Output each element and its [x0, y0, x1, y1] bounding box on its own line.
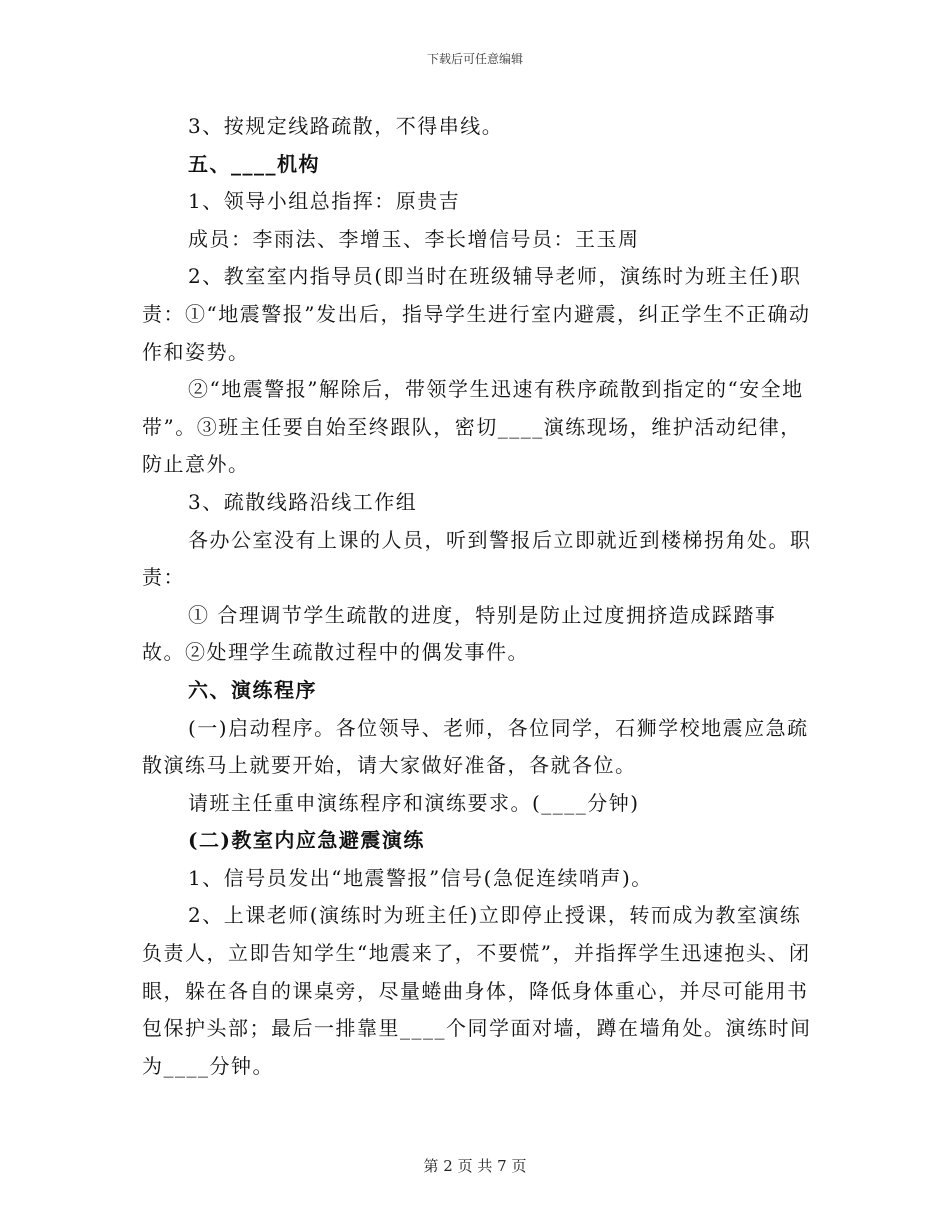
section-heading-organization: 五、____机构	[188, 151, 320, 176]
paragraph-start-procedure: (一)启动程序。各位领导、老师，各位同学，石狮学校地震应急疏散演练马上就要开始，请大家做好准备，各就各位。	[142, 715, 809, 778]
paragraph-restate-requirements: 请班主任重申演练程序和演练要求。(____分钟)	[188, 790, 640, 815]
section-heading-procedure: 六、演练程序	[188, 677, 317, 702]
subsection-heading-classroom-drill: (二)教室内应急避震演练	[188, 828, 425, 853]
paragraph-office-staff: 各办公室没有上课的人员，听到警报后立即就近到楼梯拐角处。职责：	[142, 527, 812, 590]
page-header-note: 下载后可任意编辑	[426, 52, 523, 66]
page-number: 第 2 页 共 7 页	[423, 1157, 527, 1175]
paragraph-signal: 1、信号员发出“地震警报”信号(急促连续哨声)。	[188, 865, 653, 890]
paragraph-teacher-actions: 2、上课老师(演练时为班主任)立即停止授课，转而成为教室演练负责人，立即告知学生“地震来了，不要慌”，并指挥学生迅速抱头、闭眼，躲在各自的课桌旁，尽量蜷曲身体，降低身体重心，并尽可能用书包保护头部；最后一排靠里____个同学面对墙，蹲在墙角处。演练时间为____分钟。	[142, 903, 812, 1078]
paragraph-classroom-instructor: 2、教室室内指导员(即当时在班级辅导老师，演练时为班主任)职责：①“地震警报”发出后，指导学生进行室内避震，纠正学生不正确动作和姿势。	[142, 264, 811, 364]
document-body	[142, 108, 812, 1085]
paragraph-members: 成员：李雨法、李增玉、李长增信号员：王玉周	[188, 226, 640, 251]
paragraph-alarm-lifted: ②“地震警报”解除后，带领学生迅速有秩序疏散到指定的“安全地带”。③班主任要自始至终跟队，密切____演练现场，维护活动纪律，防止意外。	[142, 377, 804, 477]
paragraph-duties: ① 合理调节学生疏散的进度，特别是防止过度拥挤造成踩踏事故。②处理学生疏散过程中的偶发事件。	[142, 602, 777, 665]
paragraph-evacuate-route: 3、按规定线路疏散，不得串线。	[188, 114, 504, 138]
paragraph-route-workgroup: 3、疏散线路沿线工作组	[188, 489, 418, 514]
paragraph-leader: 1、领导小组总指挥：原贵吉	[188, 189, 461, 214]
